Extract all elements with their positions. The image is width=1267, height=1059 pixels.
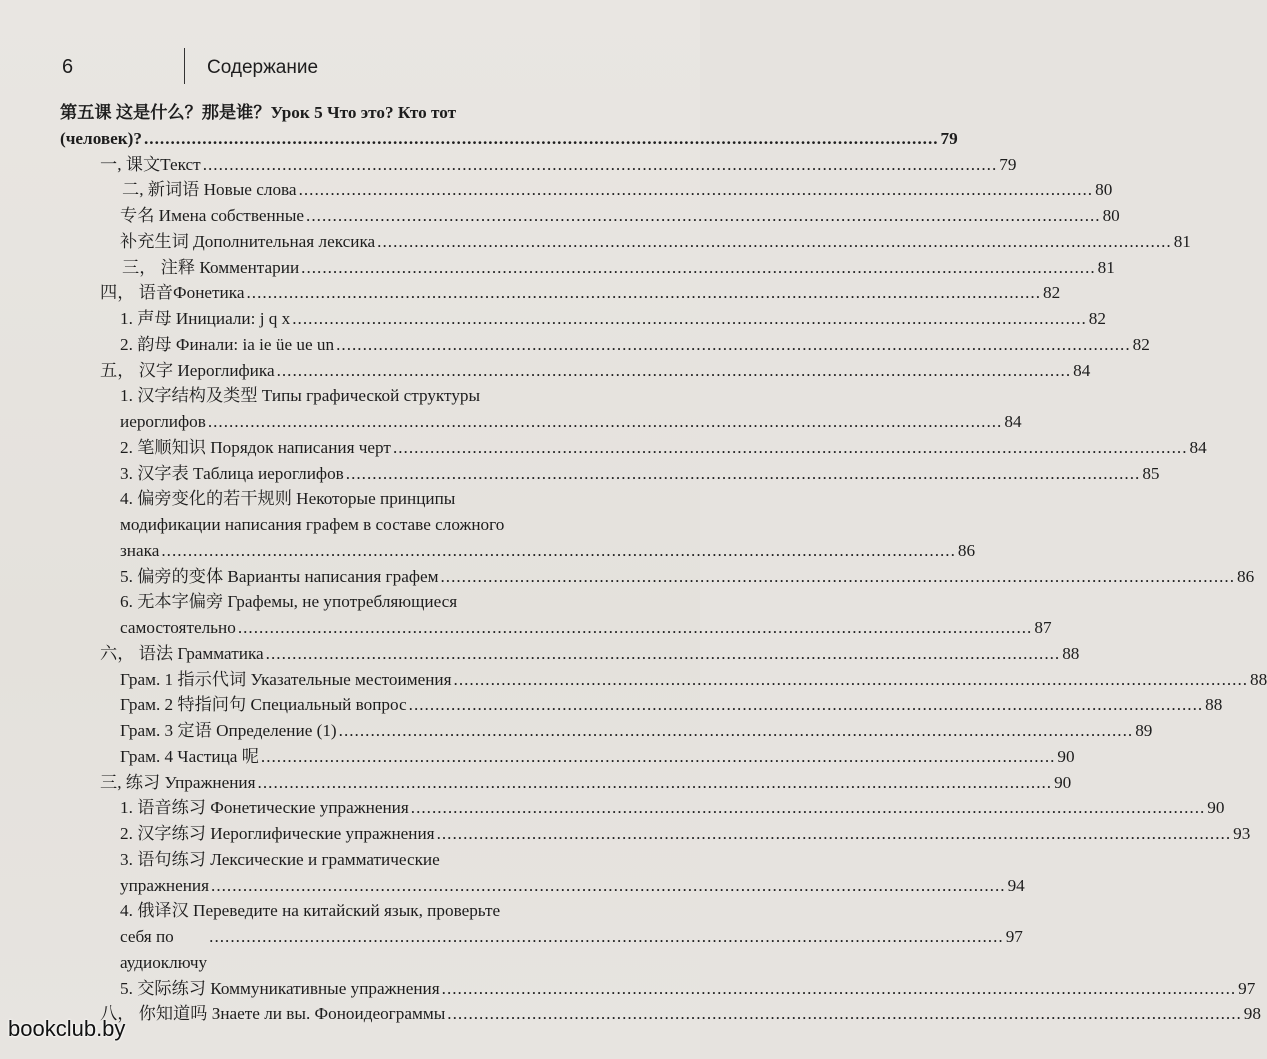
toc-entry-text: 3. 汉字表 Таблица иероглифов (120, 463, 344, 483)
toc-page-number: 88 (1062, 643, 1080, 663)
toc-page-number: 87 (1034, 618, 1052, 637)
toc-entry-text: 专名 Имена собственные (120, 206, 305, 225)
dot-leader (208, 409, 1003, 435)
toc-entry (60, 821, 1251, 847)
dot-leader (306, 203, 1101, 229)
toc-entry (60, 152, 1017, 178)
toc-entry-text: 八， 你知道吗 Знаете ли вы. Фоноидеограммы (100, 1004, 446, 1024)
toc-entry (60, 255, 1115, 281)
dot-leader (409, 692, 1204, 718)
toc-entry (60, 847, 1025, 899)
toc-entry (60, 358, 1091, 384)
toc-page-number: 97 (1005, 927, 1023, 946)
toc-entry (60, 718, 1153, 744)
toc-page-number: 93 (1233, 824, 1251, 843)
toc-page-number: 84 (1073, 360, 1091, 380)
toc-entry-text: 四， 语音Фонетика (100, 283, 245, 303)
toc-entry (60, 332, 1150, 358)
toc-entry-text: упражнения (120, 875, 210, 895)
toc-entry (60, 976, 1256, 1002)
toc-entry-text: 五， 汉字 Иероглифика (100, 360, 275, 380)
toc-page-number: 98 (1243, 1004, 1261, 1024)
toc-page-number: 82 (1043, 283, 1061, 303)
table-of-contents (60, 100, 1267, 1027)
toc-page-number: 88 (1250, 669, 1267, 689)
toc-page-number: 90 (1057, 746, 1075, 766)
toc-entry-text: 三， 注释 Комментарии (122, 257, 300, 277)
toc-page-number: 80 (1095, 180, 1113, 200)
dot-leader (440, 564, 1235, 590)
toc-entry (60, 100, 958, 152)
toc-page-number: 97 (1238, 978, 1256, 998)
dot-leader (442, 976, 1237, 1002)
toc-entry-text: себя по аудиоключу (120, 927, 208, 972)
toc-entry (60, 898, 1023, 975)
toc-entry-text: 3. 语句练习 Лексические и грамматические (120, 849, 440, 869)
toc-entry-text: 一, 课文Текст (100, 154, 201, 174)
toc-page-number: 85 (1142, 463, 1160, 483)
dot-leader (301, 255, 1096, 281)
dot-leader (266, 641, 1061, 667)
toc-entry (60, 177, 1113, 203)
toc-entry-text: иероглифов (120, 412, 206, 431)
toc-entry (60, 229, 1191, 255)
dot-leader (277, 358, 1072, 384)
toc-entry-text: Грам. 1 指示代词 Указательные местоимения (120, 669, 452, 689)
toc-page-number: 82 (1132, 334, 1150, 354)
toc-entry-text: (человек)? (60, 128, 142, 148)
toc-entry-text: самостоятельно (120, 618, 236, 637)
toc-entry (60, 486, 976, 563)
dot-leader (447, 1001, 1242, 1027)
toc-page-number: 86 (1237, 566, 1255, 586)
toc-page-number: 81 (1173, 231, 1191, 251)
toc-page-number: 79 (999, 154, 1017, 174)
toc-page-number: 80 (1102, 206, 1120, 225)
toc-page-number: 84 (1004, 412, 1022, 431)
toc-page-number: 86 (957, 540, 976, 560)
toc-entry-text: Грам. 3 定语 Определение (1) (120, 721, 337, 740)
toc-entry-text: 二, 新词语 Новые слова (122, 180, 297, 200)
toc-entry (60, 641, 1080, 667)
toc-entry-text: знака (120, 540, 160, 560)
toc-entry (60, 667, 1267, 693)
dot-leader (144, 126, 939, 152)
toc-entry-text: 2. 汉字练习 Иероглифические упражнения (120, 824, 435, 843)
page-number: 6 (62, 56, 74, 78)
toc-entry (60, 589, 1052, 641)
toc-page-number: 79 (940, 128, 958, 148)
toc-entry-text: 2. 韵母 Финали: ia ie üe ue un (120, 334, 335, 354)
toc-entry (60, 280, 1061, 306)
dot-leader (339, 718, 1134, 744)
toc-entry-text: 第五课 这是什么？那是谁？Урок 5 Что это? Кто тот (60, 103, 457, 122)
toc-page-number: 89 (1135, 721, 1153, 740)
toc-entry-text: 三, 练习 Упражнения (100, 772, 256, 792)
toc-entry-text: 1. 声母 Инициали: j q x (120, 309, 291, 328)
dot-leader (411, 795, 1206, 821)
toc-entry-text: 6. 无本字偏旁 Графемы, не употребляющиеся (120, 592, 458, 612)
toc-page-number: 82 (1088, 309, 1106, 328)
toc-entry-text: 六， 语法 Грамматика (100, 643, 264, 663)
toc-entry (60, 203, 1120, 229)
toc-entry-text: 5. 偏旁的变体 Варианты написания графем (120, 566, 439, 586)
toc-entry (60, 306, 1106, 332)
dot-leader (238, 615, 1033, 641)
toc-entry-text: модификации написания графем в составе сложного (120, 515, 505, 534)
dot-leader (209, 924, 1004, 950)
toc-entry-text: 2. 笔顺知识 Порядок написания черт (120, 437, 391, 457)
toc-entry-text: Грам. 4 Частица 呢 (120, 746, 259, 766)
toc-page-number: 94 (1007, 875, 1025, 895)
toc-entry (60, 744, 1075, 770)
dot-leader (258, 770, 1053, 796)
toc-entry (60, 770, 1072, 796)
toc-entry-text: 5. 交际练习 Коммуникативные упражнения (120, 978, 440, 998)
dot-leader (261, 744, 1056, 770)
dot-leader (437, 821, 1232, 847)
dot-leader (346, 461, 1141, 487)
dot-leader (377, 229, 1172, 255)
toc-entry-text: 补充生词 Дополнительная лексика (120, 231, 376, 251)
dot-leader (203, 152, 998, 178)
toc-entry-text: 1. 汉字结构及类型 Типы графической структуры (120, 386, 481, 406)
toc-entry (60, 383, 1022, 435)
dot-leader (299, 177, 1094, 203)
toc-entry-text: Грам. 2 特指问句 Специальный вопрос (120, 695, 407, 715)
toc-entry-text: 4. 俄译汉 Переведите на китайский язык, проверьте (120, 901, 501, 921)
toc-entry (60, 461, 1160, 487)
dot-leader (292, 306, 1087, 332)
dot-leader (454, 667, 1249, 693)
toc-page-number: 84 (1189, 437, 1207, 457)
watermark-logo: bookclub.by (8, 1016, 126, 1041)
toc-page-number: 81 (1097, 257, 1115, 277)
dot-leader (246, 280, 1041, 306)
dot-leader (393, 435, 1188, 461)
toc-entry (60, 1001, 1261, 1027)
toc-page-number: 88 (1205, 695, 1223, 715)
header-divider (184, 48, 185, 84)
toc-entry-text: 4. 偏旁变化的若干规则 Некоторые принципы (120, 489, 456, 509)
toc-entry (60, 692, 1223, 718)
toc-entry (60, 564, 1255, 590)
page-header (62, 48, 660, 84)
running-title: Содержание (207, 57, 319, 78)
dot-leader (336, 332, 1131, 358)
toc-entry-text: 1. 语音练习 Фонетические упражнения (120, 798, 409, 818)
dot-leader (161, 538, 956, 564)
toc-page-number: 90 (1207, 798, 1225, 818)
toc-entry (60, 435, 1207, 461)
toc-page-number: 90 (1054, 772, 1072, 792)
toc-entry (60, 795, 1225, 821)
dot-leader (211, 873, 1006, 899)
